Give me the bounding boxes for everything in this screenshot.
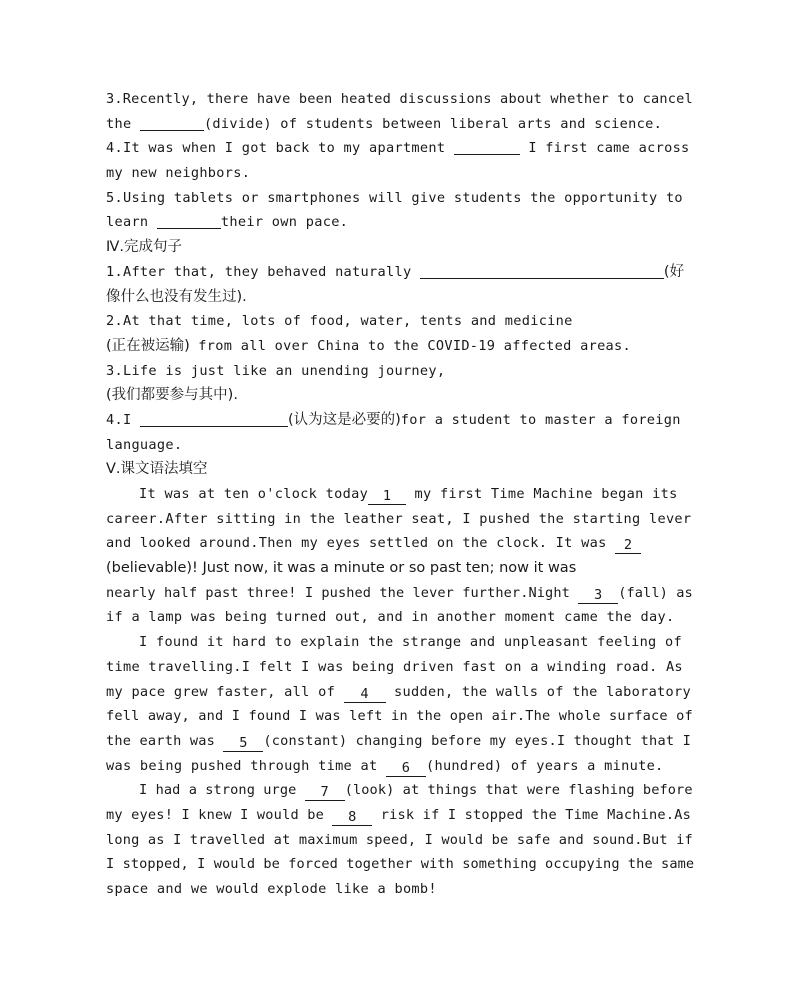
q3-line-1: 3.Recently, there have been heated discussions about whether to cancel xyxy=(106,91,693,107)
s4-line-2: language. xyxy=(106,436,183,453)
q3-line-2: the (divide) of students between liberal arts and science. xyxy=(106,115,663,132)
p1-line-1: It was at ten o'clock today 1 my first Time Machine began its xyxy=(139,486,678,504)
p3-line-5: space and we would explode like a bomb! xyxy=(106,881,437,897)
p2-line-3: my pace grew faster, all of 4 sudden, the walls of the laboratory xyxy=(106,683,691,702)
blank-number-8[interactable]: 8 xyxy=(332,809,372,826)
worksheet-page xyxy=(106,87,696,902)
q5-line-1: 5.Using tablets or smartphones will give students the opportunity to xyxy=(106,189,683,206)
blank-number-1[interactable]: 1 xyxy=(368,488,406,505)
p3-line-1: I had a strong urge 7 (look) at things that were flashing before xyxy=(139,782,693,801)
answer-blank[interactable] xyxy=(140,411,288,427)
q5-line-2: learn their own pace. xyxy=(106,214,349,231)
p3-line-4: I stopped, I would be forced together with something occupying the same xyxy=(106,856,695,873)
p2-line-5: the earth was 5 (constant) changing before my eyes.I thought that I xyxy=(106,732,691,751)
answer-blank[interactable] xyxy=(140,115,204,131)
p2-line-4: fell away, and I found I was left in the open air.The whole surface of xyxy=(106,708,693,725)
s4-line-1: 4.I (认为这是必要的)for a student to master a foreign xyxy=(106,411,681,428)
s1-line-1: 1.After that, they behaved naturally (好 xyxy=(106,263,685,280)
s2-line-2: (正在被运输) from all over China to the COVID-19 affected areas. xyxy=(106,337,632,354)
blank-number-6[interactable]: 6 xyxy=(386,760,426,777)
p1-line-4: (believable)! Just now, it was a minute or so past ten; now it was xyxy=(106,560,577,577)
answer-blank[interactable] xyxy=(420,263,664,279)
p1-line-5: nearly half past three! I pushed the lever further.Night 3 (fall) as xyxy=(106,584,693,603)
p1-line-2: career.After sitting in the leather seat, I pushed the starting lever xyxy=(106,510,692,527)
p1-line-3: and looked around.Then my eyes settled on the clock. It was 2 xyxy=(106,531,696,556)
s1-line-2: 像什么也没有发生过). xyxy=(106,288,247,305)
section-4-heading: Ⅳ.完成句子 xyxy=(106,239,182,256)
p1-line-6: if a lamp was being turned out, and in another moment came the day. xyxy=(106,609,675,626)
s3-line-2: (我们都要参与其中). xyxy=(106,387,238,404)
q4-line-1: 4.It was when I got back to my apartment I first came across xyxy=(106,140,690,157)
blank-number-4[interactable]: 4 xyxy=(344,686,386,703)
answer-blank[interactable] xyxy=(454,139,520,155)
p2-line-2: time travelling.I felt I was being driven fast on a winding road. As xyxy=(106,658,683,675)
s3-line-1: 3.Life is just like an unending journey, xyxy=(106,362,446,379)
blank-number-5[interactable]: 5 xyxy=(223,735,263,752)
p2-line-1: I found it hard to explain the strange and unpleasant feeling of xyxy=(139,634,682,651)
s2-line-1: 2.At that time, lots of food, water, tents and medicine xyxy=(106,313,573,330)
blank-number-7[interactable]: 7 xyxy=(305,784,345,801)
blank-number-3[interactable]: 3 xyxy=(578,587,618,604)
p2-line-6: was being pushed through time at 6 (hundred) of years a minute. xyxy=(106,757,664,776)
p3-line-2: my eyes! I knew I would be 8 risk if I stopped the Time Machine.As xyxy=(106,806,691,825)
section-5-heading: Ⅴ.课文语法填空 xyxy=(106,461,208,478)
blank-number-2[interactable]: 2 xyxy=(615,537,641,554)
p3-line-3: long as I travelled at maximum speed, I would be safe and sound.But if xyxy=(106,831,693,848)
answer-blank[interactable] xyxy=(157,213,221,229)
q4-line-2: my new neighbors. xyxy=(106,165,251,182)
